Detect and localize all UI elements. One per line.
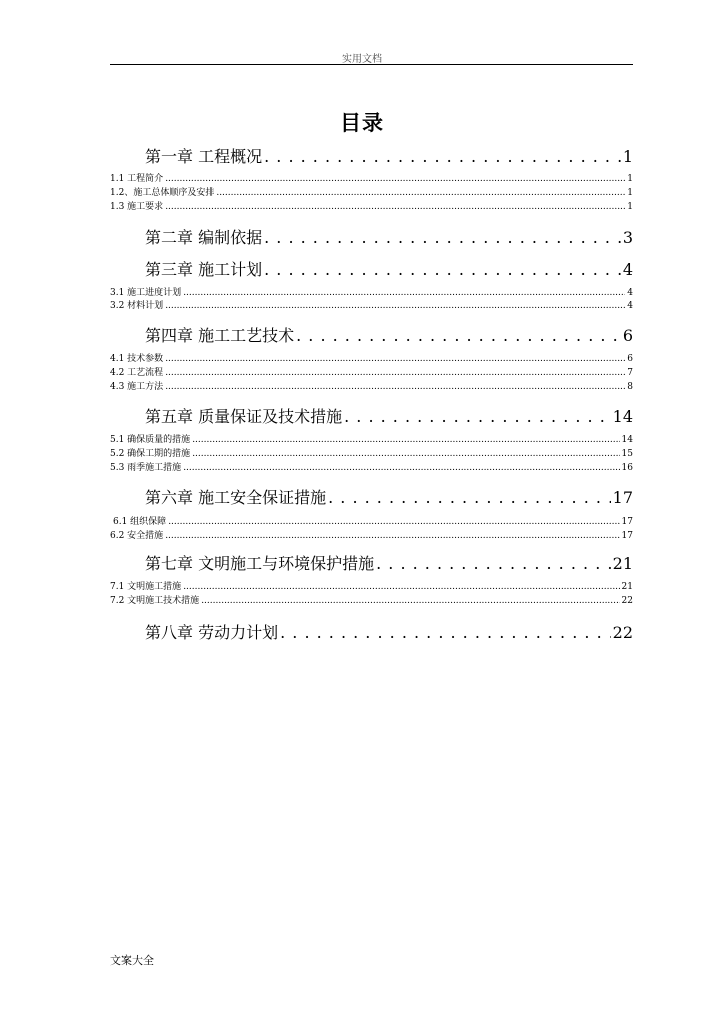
dot-leader [165,382,625,391]
toc-entry-page: 22 [612,623,633,640]
dot-leader [165,531,619,540]
toc-entry-label: 第一章 工程概况 [145,147,263,164]
toc-entry-page: 1 [627,202,633,211]
dot-leader [183,463,619,472]
toc-entry-page: 15 [621,449,633,458]
toc-entry[interactable] [110,351,633,363]
toc-entry-label: 第四章 施工工艺技术 [145,326,295,343]
toc-entry[interactable] [110,432,633,444]
toc-entry-page: 21 [621,582,633,591]
toc-entry-page: 4 [627,301,633,310]
toc-entry-page: 1 [627,188,633,197]
toc-entry-page: 4 [622,260,633,277]
dot-leader [344,407,611,424]
toc-entry-page: 3 [622,228,633,245]
toc-entry[interactable] [110,285,633,297]
dot-leader [264,228,621,245]
header-divider [110,64,633,65]
toc-title: 目录 [340,111,384,135]
toc-entry-label: 第三章 施工计划 [145,260,263,277]
toc-entry-page: 1 [622,147,633,164]
dot-leader [296,326,621,343]
toc-entry-label: 4.1 技术参数 [110,354,164,363]
toc-entry[interactable] [145,404,633,424]
toc-entry[interactable] [145,144,633,164]
toc-entry-label: 1.1 工程简介 [110,174,164,183]
dot-leader [165,202,625,211]
toc-entry-label: 第六章 施工安全保证措施 [145,488,327,505]
toc-entry[interactable] [110,298,633,310]
toc-entry-label: 5.2 确保工期的措施 [110,449,191,458]
dot-leader [168,517,619,526]
toc-entry-label: 6.1 组织保障 [113,517,167,526]
toc-entry-page: 17 [621,517,633,526]
toc-entry[interactable] [110,528,633,540]
toc-entry-page: 21 [612,554,633,571]
toc-entry-page: 17 [621,531,633,540]
toc-entry-label: 4.2 工艺流程 [110,368,164,377]
toc-entry-label: 4.3 施工方法 [110,382,164,391]
toc-entry[interactable] [145,323,633,343]
dot-leader [183,582,619,591]
toc-entry-page: 14 [612,407,633,424]
toc-entry[interactable] [145,620,633,640]
toc-entry-page: 6 [622,326,633,343]
dot-leader [165,301,625,310]
dot-leader [216,188,625,197]
toc-entry[interactable] [110,199,633,211]
toc-entry-label: 5.3 雨季施工措施 [110,463,182,472]
toc-entry[interactable] [110,365,633,377]
toc-entry-page: 8 [627,382,633,391]
dot-leader [201,596,619,605]
toc-entry-page: 6 [627,354,633,363]
toc-entry-page: 22 [621,596,633,605]
dot-leader [376,554,611,571]
toc-entry-label: 3.2 材料计划 [110,301,164,310]
toc-entry-page: 7 [627,368,633,377]
toc-entry-page: 17 [612,488,633,505]
toc-entry[interactable] [145,485,633,505]
toc-entry-page: 4 [627,288,633,297]
toc-entry-label: 7.2 文明施工技术措施 [110,596,200,605]
toc-entry[interactable] [110,171,633,183]
page-header: 实用文档 [342,54,382,65]
toc-entry-label: 5.1 确保质量的措施 [110,435,191,444]
toc-entry-label: 第五章 质量保证及技术措施 [145,407,343,424]
dot-leader [165,354,625,363]
toc-entry-label: 1.3 施工要求 [110,202,164,211]
dot-leader [280,623,611,640]
toc-entry-label: 6.2 安全措施 [110,531,164,540]
toc-entry-page: 14 [621,435,633,444]
dot-leader [264,147,621,164]
toc-entry[interactable] [145,551,633,571]
dot-leader [264,260,621,277]
toc-entry[interactable] [110,185,633,197]
toc-entry-label: 1.2、施工总体顺序及安排 [110,188,215,197]
dot-leader [165,174,625,183]
toc-entry-label: 7.1 文明施工措施 [110,582,182,591]
dot-leader [183,288,625,297]
dot-leader [328,488,611,505]
toc-entry[interactable] [110,460,633,472]
toc-entry-page: 1 [627,174,633,183]
toc-entry[interactable] [145,257,633,277]
toc-entry-label: 第二章 编制依据 [145,228,263,245]
toc-entry-label: 3.1 施工进度计划 [110,288,182,297]
toc-entry[interactable] [110,446,633,458]
toc-entry[interactable] [110,579,633,591]
dot-leader [192,449,619,458]
toc-entry-page: 16 [621,463,633,472]
toc-entry[interactable] [110,593,633,605]
toc-entry[interactable] [113,514,633,526]
toc-entry[interactable] [110,379,633,391]
dot-leader [165,368,625,377]
page-footer: 文案大全 [110,954,154,967]
toc-entry-label: 第七章 文明施工与环境保护措施 [145,554,375,571]
dot-leader [192,435,619,444]
toc-entry-label: 第八章 劳动力计划 [145,623,279,640]
toc-entry[interactable] [145,225,633,245]
